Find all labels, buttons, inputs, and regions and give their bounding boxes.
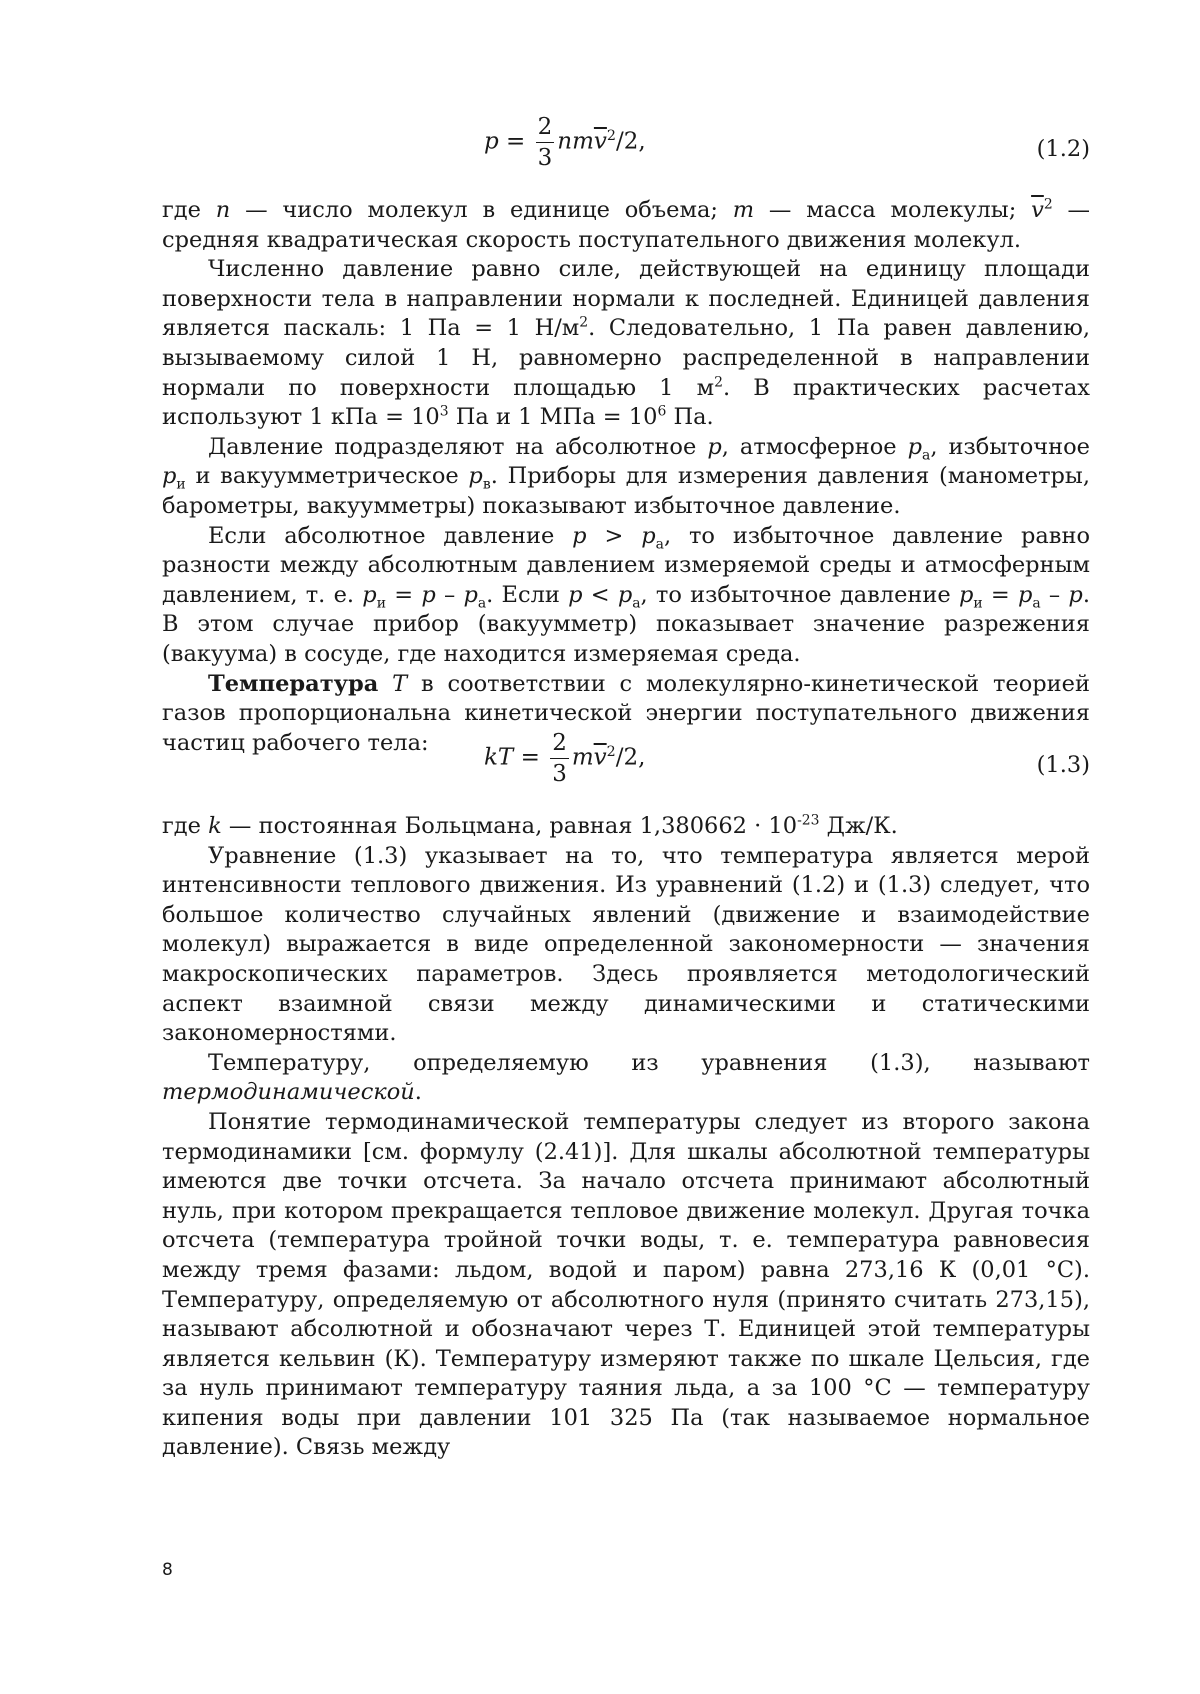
equation-number: (1.3)	[1036, 752, 1090, 778]
paragraph-temperature-scales: Понятие термодинамической температуры следует из второго закона термодинамики [см. формулу (2.41)]. Для шкалы абсолютной температуры имеются две точки отсчета. За начало отсчета принимают абсолютный нуль, при котором прекращается тепловое движение молекул. Другая точка отсчета (температура тройной точки воды, т. е. температура равновесия между тремя фазами: льдом, водой и паром) равна 273,16 К (0,01 °С). Температуру, определяемую от абсолютного нуля (принято считать 273,15), называют абсолютной и обозначают через Т. Единицей этой температуры является кельвин (К). Температуру измеряют также по шкале Цельсия, где за нуль принимают температуру таяния льда, а за 100 °С — температуру кипения воды при давлении 101 325 Па (так называемое нормальное давление). Связь между	[162, 1108, 1090, 1461]
paragraph-thermodynamic-temperature: Температуру, определяемую из уравнения (1.3), называют термодинамической.	[162, 1049, 1090, 1106]
fraction: $\frac{2}{3}$	[537, 114, 553, 171]
paragraph-pressure-definition: Численно давление равно силе, действующей на единицу площади поверхности тела в направлении нормали к последней. Единицей давления является паскаль: 1 Па = 1 $Н/м^2$. Следовательно, 1 Па равен давлению, вызываемому силой 1 Н, равномерно распределенной в направлении нормали по поверхности площадью 1 $м^2$. В практических расчетах используют 1 кПа = $10^3$ Па и 1 МПа = $10^6$ Па.	[162, 256, 1090, 431]
paragraph-equation-meaning: Уравнение (1.3) указывает на то, что температура является мерой интенсивности теплового движения. Из уравнений (1.2) и (1.3) следует, что большое количество случайных явлений (движение и взаимодействие молекул) выражается в виде определенной закономерности — значения макроскопических параметров. Здесь проявляется методологический аспект взаимной связи между динамическими и статическими закономерностями.	[162, 842, 1090, 1047]
paragraph-pressure-types: Давление подразделяют на абсолютное p, атмосферное $p_а$, избыточное $p_и$ и вакуумметрическое $p_в$. Приборы для измерения давления (манометры, барометры, вакуумметры) показывают избыточное давление.	[162, 433, 1090, 519]
text-block-top	[162, 196, 1090, 758]
text-block-bottom	[162, 812, 1090, 1463]
formula-expression: kT = $\frac{2}{3}$ $m\overline{v}^2/2$,	[484, 730, 646, 787]
paragraph-excess-pressure: Если абсолютное давление $p > p_а$, то избыточное давление равно разности между абсолютным давлением измеряемой среды и атмосферным давлением, т. е. $p_и = p - p_а$. Если $p < p_а$, то избыточное давление $p_и = p_а - p$. В этом случае прибор (вакуумметр) показывает значение разрежения (вакуума) в сосуде, где находится измеряемая среда.	[162, 522, 1090, 667]
paragraph-temperature-intro: Температура T в соответствии с молекулярно-кинетической теорией газов пропорциональна кинетической энергии поступательного движения частиц рабочего тела:	[162, 670, 1090, 756]
paragraph-boltzmann: где k — постоянная Больцмана, равная $1,380662 \cdot 10^{-23}$ Дж/К.	[162, 812, 898, 839]
equation-number: (1.2)	[1036, 136, 1090, 162]
paragraph-definitions: где n — число молекул в единице объема; m — масса молекулы; $\overline{v}^2$ — средняя квадратическая скорость поступательного движения молекул.	[162, 196, 1090, 253]
formula-expression: p = $\frac{2}{3}$ $nm\overline{v}^2/2$,	[484, 114, 646, 171]
formula-1-2	[162, 112, 1090, 192]
fraction: $\frac{2}{3}$	[552, 730, 567, 787]
formula-1-3	[162, 728, 1090, 808]
page-number: 8	[162, 1560, 173, 1580]
